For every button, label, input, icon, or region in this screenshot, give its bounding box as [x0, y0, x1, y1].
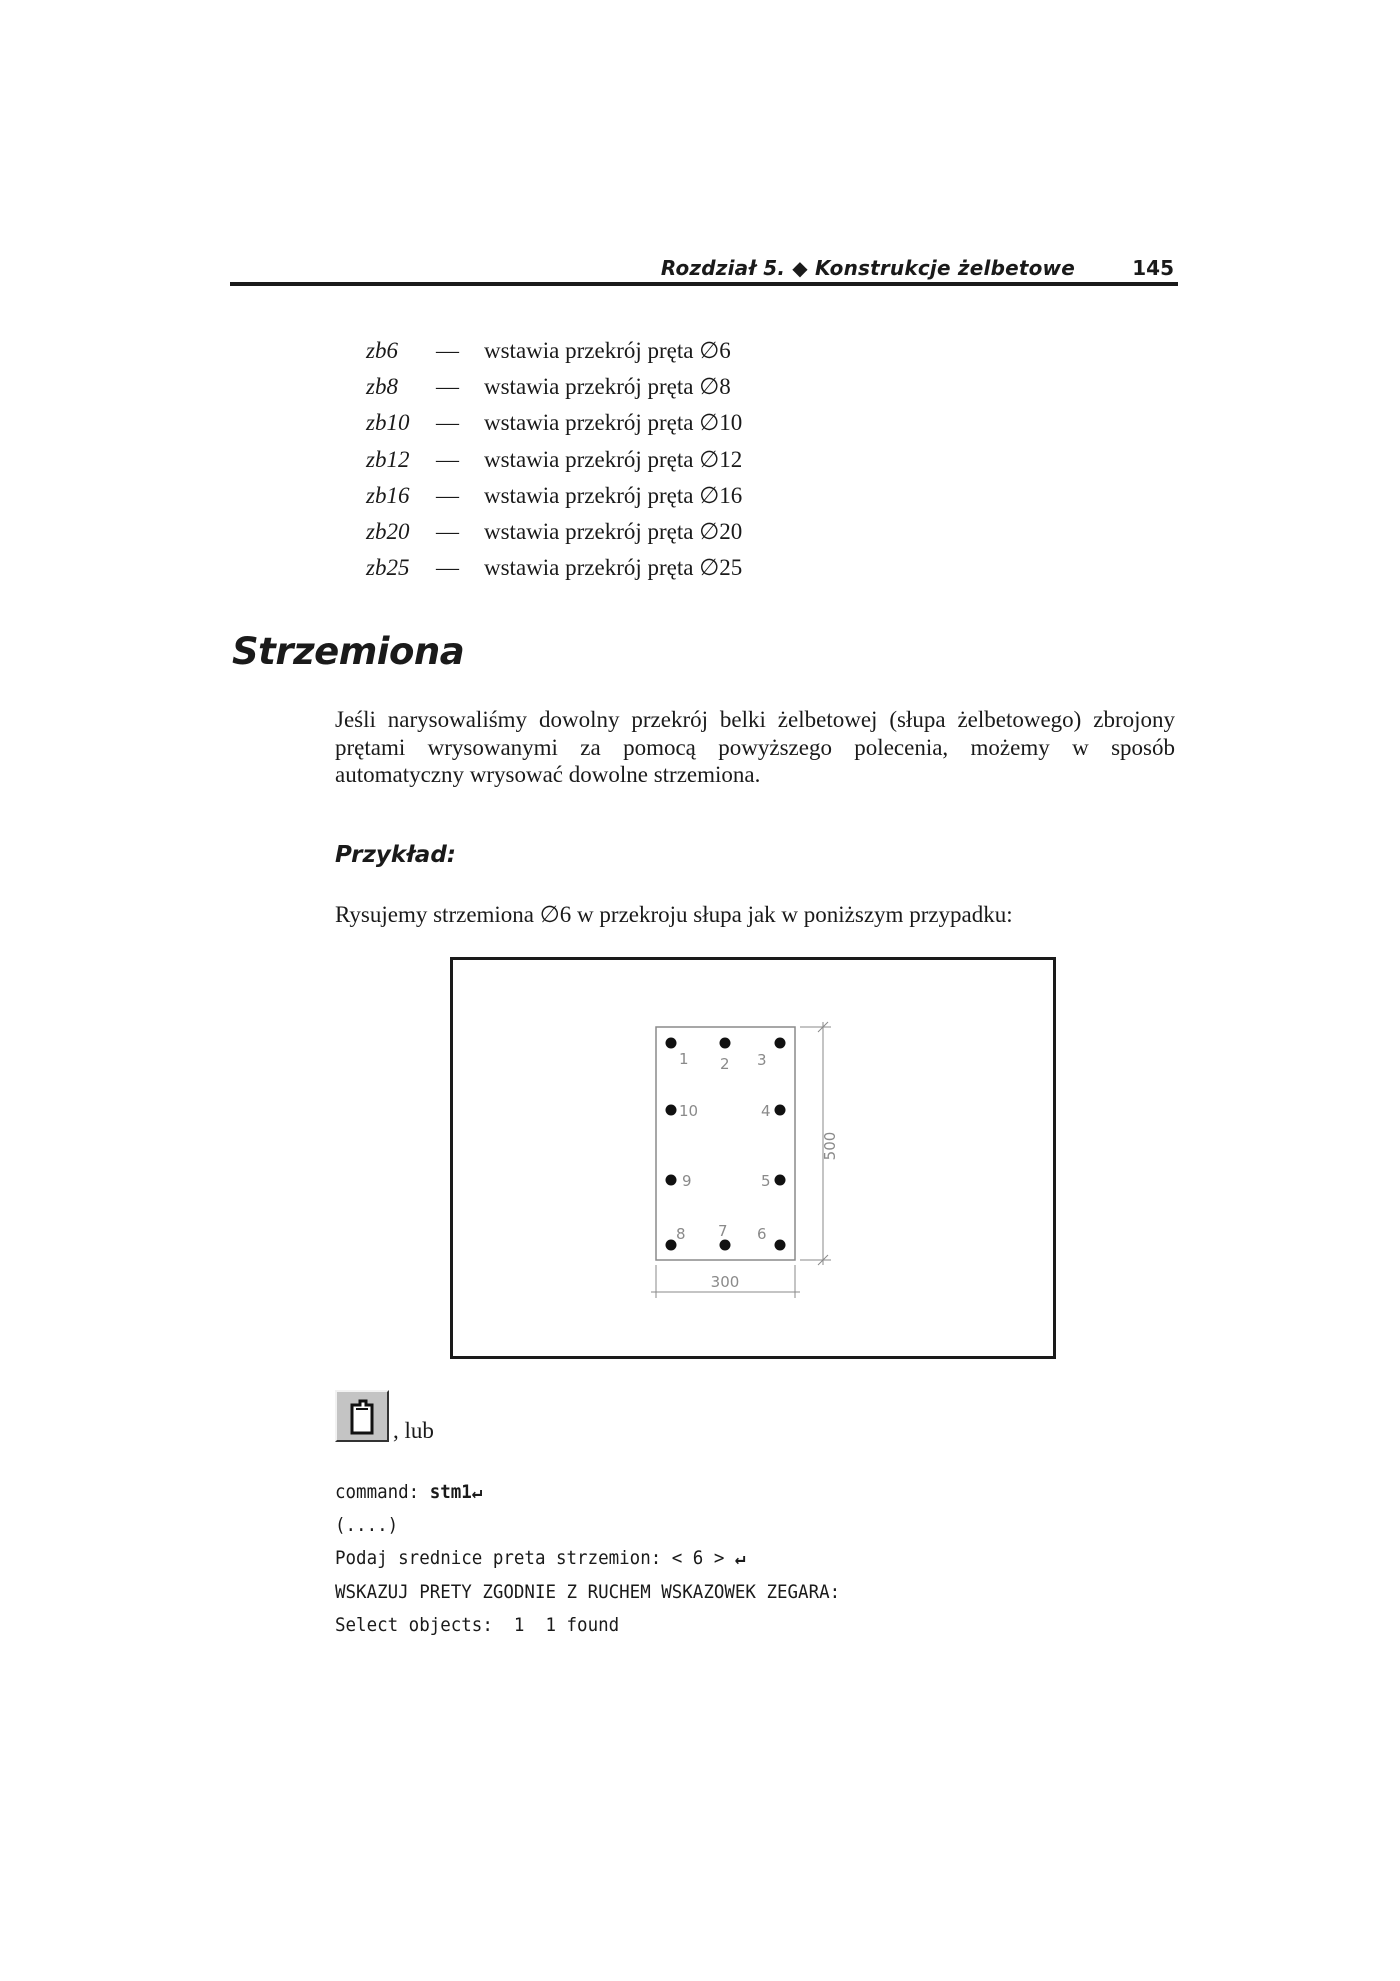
command-code: zb25 — [366, 555, 410, 581]
console-prompt: Podaj srednice preta strzemion: < 6 > — [335, 1547, 735, 1570]
rebar-label: 9 — [682, 1172, 692, 1190]
running-head — [230, 252, 1178, 286]
command-row — [366, 374, 886, 410]
command-description: wstawia przekrój pręta ∅12 — [484, 446, 743, 472]
rebar-label: 5 — [761, 1172, 771, 1190]
console-line — [335, 1476, 1071, 1509]
dash: — — [436, 482, 459, 508]
rebar-6 — [775, 1240, 786, 1251]
rebar-9 — [666, 1175, 677, 1186]
stirrup-tool-icon — [346, 1399, 378, 1435]
console-line — [335, 1609, 1071, 1642]
command-row — [366, 338, 886, 374]
command-row — [366, 410, 886, 446]
rebar-label: 6 — [757, 1225, 767, 1243]
rebar-label: 10 — [679, 1102, 699, 1120]
command-list — [366, 338, 886, 591]
command-code: zb8 — [366, 374, 398, 400]
console-prompt: command: — [335, 1481, 430, 1503]
command-description: wstawia przekrój pręta ∅6 — [484, 338, 731, 363]
rebar-4 — [775, 1105, 786, 1116]
command-row — [366, 555, 886, 591]
command-description: wstawia przekrój pręta ∅20 — [484, 518, 743, 544]
console-prompt: (....) — [335, 1514, 399, 1537]
rebar-7 — [720, 1240, 731, 1251]
example-intro: Rysujemy strzemiona ∅6 w przekroju słupa jak w poniższym przypadku: — [335, 902, 1013, 927]
command-row — [366, 483, 886, 519]
stirrup-tool-button[interactable] — [335, 1390, 389, 1442]
command-code: zb6 — [366, 338, 398, 363]
command-description: wstawia przekrój pręta ∅10 — [484, 410, 743, 436]
body-paragraph: Jeśli narysowaliśmy dowolny przekrój belki żelbetowej (słupa żelbetowego) zbrojony prętami wrysowanymi za pomocą powyższego polecenia, możemy w sposób automatyczny wrysować dowolne strzemiona. — [335, 707, 1175, 787]
header-rule — [230, 282, 1178, 286]
rebar-10 — [666, 1105, 677, 1116]
command-row — [366, 447, 886, 483]
console-input: ↵ — [734, 1547, 746, 1570]
command-code: zb10 — [366, 410, 410, 436]
rebar-label: 4 — [761, 1102, 771, 1120]
dash: — — [436, 374, 459, 400]
console-input: stm1↵ — [429, 1481, 483, 1503]
rebar-5 — [775, 1175, 786, 1186]
command-row — [366, 519, 886, 555]
console-line — [335, 1509, 1071, 1542]
alternative-text: , lub — [393, 1418, 434, 1443]
dim-width-label: 300 — [710, 1273, 740, 1291]
rebar-label: 2 — [720, 1055, 730, 1073]
rebar-3 — [775, 1038, 786, 1049]
dim-height-label: 500 — [821, 1131, 839, 1161]
rebar-label: 1 — [679, 1050, 689, 1068]
rebar-label: 3 — [757, 1051, 767, 1069]
rebar-label: 7 — [718, 1222, 728, 1240]
dash: — — [436, 518, 459, 544]
command-console — [335, 1476, 1135, 1642]
dash: — — [436, 555, 459, 581]
section-heading: Strzemiona — [232, 630, 465, 673]
example-heading: Przykład: — [335, 842, 456, 868]
rebar-8 — [666, 1240, 677, 1251]
cross-section-drawing — [453, 960, 1053, 1356]
command-code: zb20 — [366, 518, 410, 544]
chapter-title: Rozdział 5. ◆ Konstrukcje żelbetowe — [660, 256, 1075, 280]
page-number: 145 — [1132, 256, 1174, 280]
command-code: zb12 — [366, 446, 410, 472]
dash: — — [436, 410, 459, 436]
command-description: wstawia przekrój pręta ∅25 — [484, 555, 743, 581]
command-code: zb16 — [366, 482, 410, 508]
rebar-1 — [666, 1038, 677, 1049]
dash: — — [436, 338, 459, 363]
command-description: wstawia przekrój pręta ∅16 — [484, 482, 743, 508]
rebar-2 — [720, 1038, 731, 1049]
column-cross-section-figure — [450, 957, 1056, 1359]
rebar-label: 8 — [676, 1225, 686, 1243]
console-line — [335, 1542, 1071, 1575]
console-prompt: WSKAZUJ PRETY ZGODNIE Z RUCHEM WSKAZOWEK ZEGARA: — [335, 1580, 841, 1603]
command-description: wstawia przekrój pręta ∅8 — [484, 374, 731, 400]
console-line — [335, 1576, 1071, 1609]
console-prompt: Select objects: 1 1 found — [335, 1613, 620, 1636]
dash: — — [436, 446, 459, 472]
